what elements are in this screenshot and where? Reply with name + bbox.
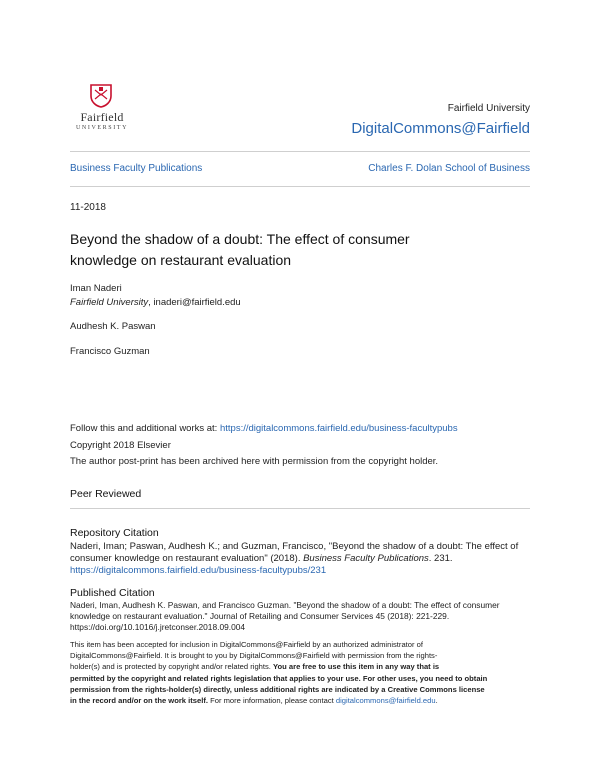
author-second: Audhesh K. Paswan — [70, 321, 156, 332]
published-line-1: Naderi, Iman, Audhesh K. Paswan, and Francisco Guzman. "Beyond the shadow of a doubt: The effect of consumer — [70, 600, 500, 610]
shield-icon — [90, 84, 112, 108]
citation-url-link[interactable]: https://digitalcommons.fairfield.edu/business-facultypubs/231 — [70, 565, 327, 576]
publication-date: 11-2018 — [70, 202, 106, 213]
published-doi: https://doi.org/10.1016/j.jretconser.2018.09.004 — [70, 622, 246, 632]
logo-wordmark: Fairfield — [80, 110, 124, 124]
follow-line — [70, 423, 458, 434]
document-title — [70, 229, 530, 271]
notice-line-1: This item has been accepted for inclusion in DigitalCommons@Fairfield by an authorized administrator of — [70, 640, 423, 649]
citation-series: Business Faculty Publications — [303, 553, 429, 564]
citation-line-1: Naderi, Iman; Paswan, Audhesh K.; and Guzman, Francisco, "Beyond the shadow of a doubt: The effect of — [70, 541, 519, 552]
author-email: , inaderi@fairfield.edu — [148, 297, 241, 308]
notice-line-3 — [70, 661, 535, 672]
author-third: Francisco Guzman — [70, 346, 150, 357]
author-first: Iman Naderi — [70, 283, 122, 294]
citation-line-2 — [70, 553, 530, 565]
divider — [70, 186, 530, 187]
notice-line-4: permitted by the copyright and related rights legislation that applies to your use. For other uses, you need to obtain — [70, 673, 488, 683]
notice-line-6-end: . — [435, 696, 438, 706]
notice-line-2: DigitalCommons@Fairfield. It is brought to you by DigitalCommons@Fairfield with permission from the rights- — [70, 651, 438, 661]
contact-email-link[interactable]: digitalcommons@fairfield.edu — [335, 696, 436, 706]
rights-notice — [70, 639, 535, 706]
published-citation-heading: Published Citation — [70, 587, 155, 599]
fairfield-university-logo — [72, 84, 132, 136]
follow-url-link[interactable]: https://digitalcommons.fairfield.edu/business-facultypubs — [219, 423, 458, 434]
repository-citation-heading: Repository Citation — [70, 527, 159, 539]
published-citation — [70, 600, 530, 633]
logo-subtext: UNIVERSITY — [76, 125, 128, 131]
citation-line-2-suffix: . 231. — [428, 553, 453, 564]
peer-reviewed-label: Peer Reviewed — [70, 488, 142, 500]
published-line-2: knowledge on restaurant evaluation." Journal of Retailing and Consumer Services 45 (2018): 221-229. — [70, 611, 450, 621]
affiliation-name: Fairfield University — [70, 297, 149, 308]
notice-line-6 — [70, 695, 535, 706]
notice-line-6-plain: For more information, please contact — [207, 696, 336, 706]
follow-prefix: Follow this and additional works at: — [70, 423, 220, 434]
title-line-1: Beyond the shadow of a doubt: The effect of consumer — [70, 231, 410, 247]
notice-line-6-bold: in the record and/or on the work itself. — [70, 696, 208, 706]
school-link[interactable]: Charles F. Dolan School of Business — [368, 163, 530, 174]
divider — [70, 508, 530, 509]
archived-text: The author post-print has been archived here with permission from the copyright holder. — [70, 456, 439, 467]
institution-name: Fairfield University — [447, 103, 530, 114]
author-first-affiliation — [70, 297, 241, 308]
copyright-text: Copyright 2018 Elsevier — [70, 440, 171, 451]
notice-line-3-bold: You are free to use this item in any way that is — [273, 662, 440, 672]
notice-line-5: permission from the rights-holder(s) directly, unless additional rights are indicated by a Creative Commons license — [70, 684, 485, 694]
notice-line-3-plain: holder(s) and is protected by copyright and/or related rights. — [70, 662, 274, 672]
citation-line-2-prefix: consumer knowledge on restaurant evaluation" (2018). — [70, 553, 304, 564]
divider — [70, 151, 530, 152]
title-line-2: knowledge on restaurant evaluation — [70, 252, 292, 268]
series-link[interactable]: Business Faculty Publications — [70, 163, 203, 174]
repository-citation — [70, 541, 530, 577]
repository-link[interactable]: DigitalCommons@Fairfield — [351, 120, 530, 137]
